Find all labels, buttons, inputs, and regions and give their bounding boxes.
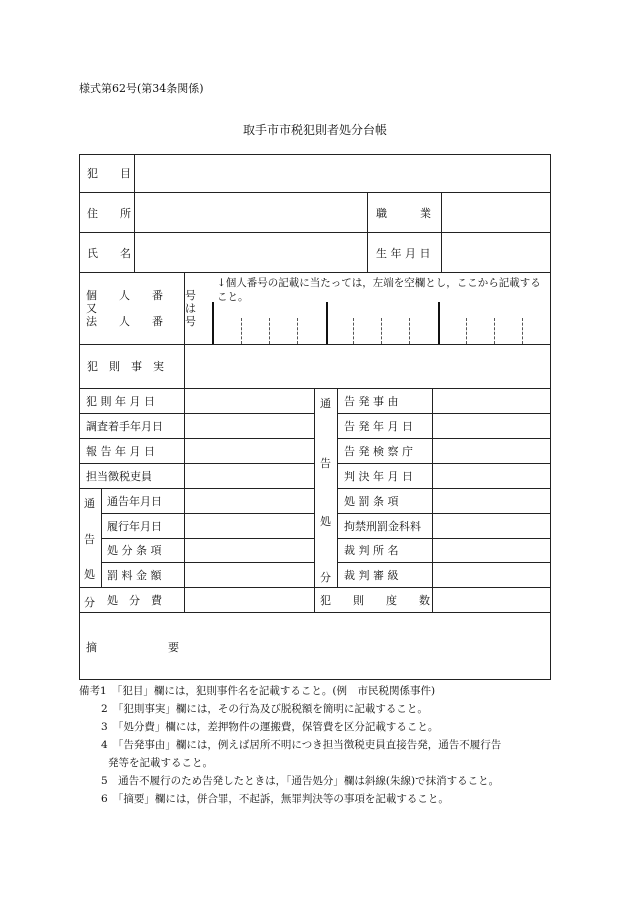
label-summary-left: 摘 [86,641,97,654]
label-birthdate: 生 年 月 日 [376,247,431,260]
rule [337,438,550,439]
label-occupation: 職 業 [376,207,431,220]
rule [134,155,135,272]
rule [80,272,550,273]
label-address: 住 所 [87,207,131,220]
rule [80,488,314,489]
rule [432,388,433,612]
label-name: 氏 名 [87,247,131,260]
label-right-sho: 処 [320,515,331,528]
label-accusation-date: 告 発 年 月 日 [344,420,413,433]
rule [80,413,314,414]
rule [337,413,550,414]
label-summary-right: 要 [168,641,179,654]
rule [337,513,550,514]
label-court: 裁 判 所 名 [344,544,399,557]
label-offense-count: 犯 則 度 数 [320,594,430,607]
label-right-tsuu: 通 [320,397,331,410]
label-trial-level: 裁 判 審 級 [344,569,399,582]
digit-group-separator [326,302,328,344]
label-vertical-sho: 処 [84,568,95,581]
rule [101,562,314,563]
rule [80,463,314,464]
label-execution-date: 履行年月日 [107,520,162,533]
rule [80,192,550,193]
digit-separator [522,318,523,344]
rule [80,438,314,439]
rule [101,488,102,587]
label-prosecutor-office: 告 発 検 察 庁 [344,445,413,458]
rule [80,232,550,233]
label-offense-date: 犯 則 年 月 日 [86,395,155,408]
digit-separator [353,318,354,344]
label-accusation-reason: 告 発 事 由 [344,395,399,408]
label-individual-number: 個 人 番 号 [86,289,196,302]
note-3: 3 「処分費」欄には，差押物件の運搬費，保管費を区分記載すること。 [101,721,439,733]
label-judgment-date: 判 決 年 月 日 [344,470,413,483]
note-4b: 発等を記載すること。 [108,757,213,769]
digit-separator [297,318,298,344]
label-disposition-article: 処 分 条 項 [107,544,162,557]
ledger-table [79,154,551,680]
rule [80,388,550,389]
label-imprisonment-fine: 拘禁刑罰金科料 [344,520,421,533]
label-right-koku: 告 [320,457,331,470]
label-right-bun: 分 [320,571,331,584]
label-or: 又 は [86,302,196,315]
digit-separator [269,318,270,344]
digit-group-separator [438,302,440,344]
label-disposition-cost: 処 分 費 [107,594,162,607]
label-investigation-start: 調査着手年月日 [86,420,163,433]
rule [314,388,315,612]
note-4a: 4 「告発事由」欄には，例えば居所不明につき担当徴税吏員直接告発，通告不履行告 [101,739,502,751]
label-notice-date: 通告年月日 [107,495,162,508]
rule [80,612,550,613]
rule [80,587,314,588]
id-number-instruction: ↓個人番号の記載に当たっては，左端を空欄とし，ここから記載すること。 [217,277,541,303]
digit-group-separator [212,302,214,344]
rule [441,192,442,272]
rule [80,344,550,345]
rule [367,192,368,272]
label-vertical-koku: 告 [84,533,95,546]
digit-separator [466,318,467,344]
form-number: 様式第62号(第34条関係) [79,82,204,95]
rule [337,488,550,489]
label-fine-amount: 罰 料 金 額 [107,569,162,582]
note-5: 5 通告不履行のため告発したときは，「通告処分」欄は斜線(朱線)で抹消すること。 [101,775,500,787]
rule [337,538,550,539]
label-vertical-tsuu: 通 [84,497,95,510]
note-6: 6 「摘要」欄には，併合罪，不起訴，無罪判決等の事項を記載すること。 [101,793,449,805]
rule [337,463,550,464]
document-title: 取手市市税犯則者処分台帳 [242,123,387,137]
rule [101,513,314,514]
label-offense-facts: 犯 則 事 実 [87,360,164,373]
digit-separator [494,318,495,344]
label-penalty-article: 処 罰 条 項 [344,495,399,508]
label-offense-item: 犯 目 [87,167,131,180]
rule [337,562,550,563]
label-corporate-number: 法 人 番 号 [86,315,196,328]
label-report-date: 報 告 年 月 日 [86,445,155,458]
digit-separator [241,318,242,344]
note-2: 2 「犯則事実」欄には，その行為及び脱税額を簡明に記載すること。 [101,703,428,715]
label-officer: 担当徴税吏員 [86,470,152,483]
digit-separator [381,318,382,344]
rule [101,538,314,539]
label-vertical-bun: 分 [84,596,95,609]
rule [337,388,338,587]
digit-separator [409,318,410,344]
note-1: 備考1 「犯目」欄には，犯則事件名を記載すること。(例 市民税関係事件) [79,685,436,697]
